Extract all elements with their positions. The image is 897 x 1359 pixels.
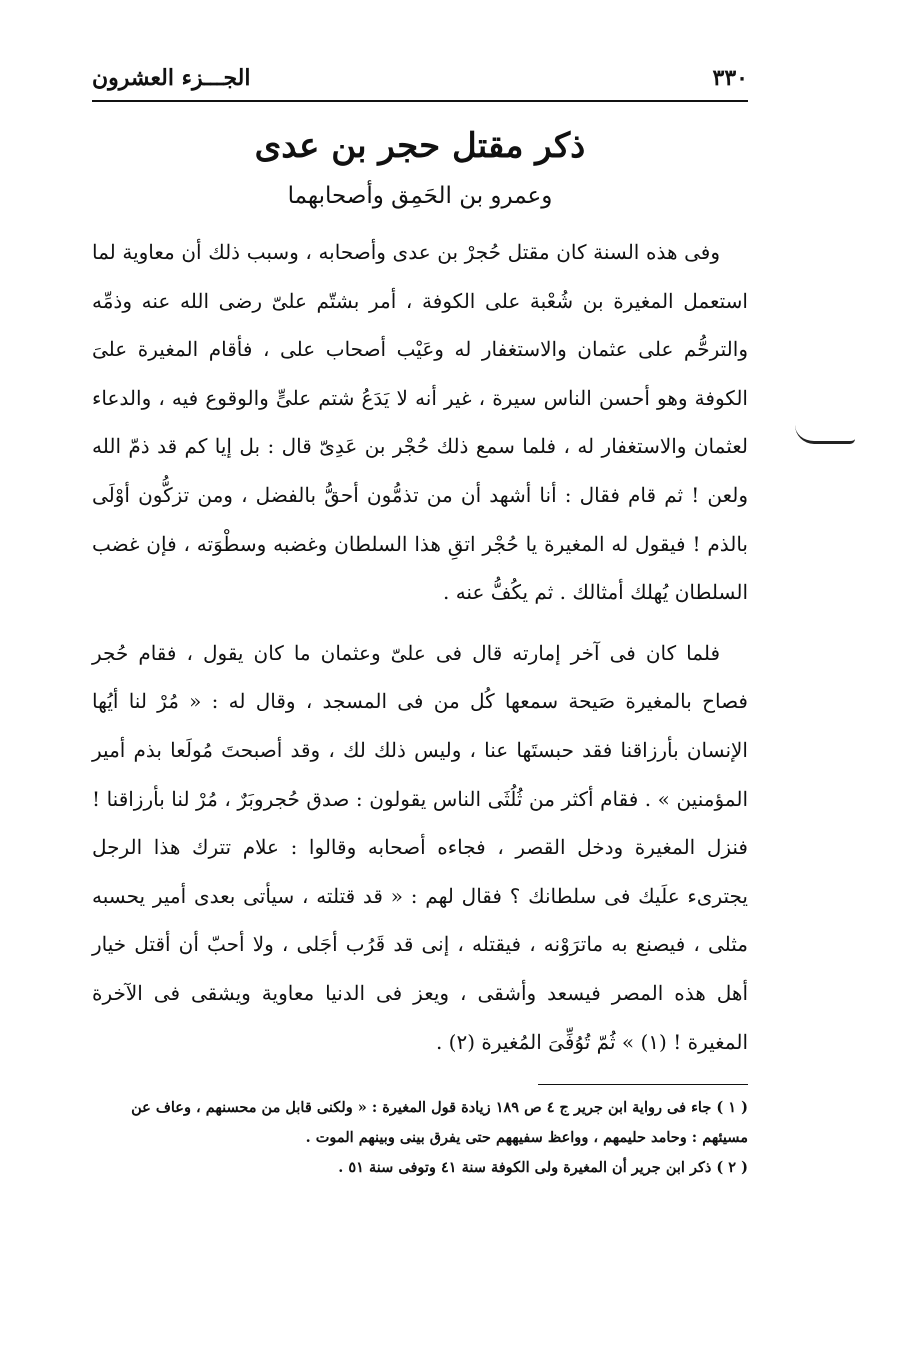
paragraph: وفى هذه السنة كان مقتل حُجرْ بن عدى وأصحابه ، وسبب ذلك أن معاوية لما استعمل المغيرة بن شُعْبة على الكوفة ، أمر بشتّم علىّ رضى الله عنه وذمِّه والترحُّم على عثمان والاستغفار له وعَيْب أصحاب على ، فأقام المغيرة علىَ الكوفة وهو أحسن الناس سيرة ، غير أنه لا يَدَعُ شتم علىٍّ والوقوع فيه ، والدعاء لعثمان والاستغفار له ، فلما سمع ذلك حُجْر بن عَدِىّ قال : بل إيا كم قد ذمّ الله ولعن ! ثم قام فقال : أنا أشهد أن من تذمُّون أحقُّ بالفضل ، ومن تزكُّون أوْلَى بالذم ! فيقول له المغيرة يا حُجْر اتقِ هذا السلطان وغضبه وسطْوَته ، فإن غضب السلطان يُهلك أمثالك . ثم يكُفُّ عنه . [92, 240, 748, 605]
footnote: ( ١ ) جاء فى رواية ابن جرير ج ٤ ص ١٨٩ زيادة قول المغيرة : « ولكنى قابل من محسنهم ، وعاف عن مسيئهم : وحامد حليمهم ، وواعظ سفيههم حتى يفرق بينى وبينهم الموت . [131, 1099, 748, 1147]
margin-ink-mark [795, 425, 855, 444]
page [92, 60, 748, 1183]
footnote-rule [538, 1084, 748, 1085]
header-rule [92, 100, 748, 102]
chapter-subtitle: وعمرو بن الحَمِق وأصحابهما [287, 183, 553, 209]
paragraph: فلما كان فى آخر إمارته قال فى علىّ وعثمان ما كان يقول ، فقام حُجر فصاح بالمغيرة صَيحة سمعها كُل من فى المسجد ، وقال له : « مُرْ لنا أيُها الإنسان بأرزاقنا فقد حبستَها عنا ، وليس ذلك لك ، وقد أصبحتَ مُولَعا بذم أمير المؤمنين » . فقام أكثر من ثُلُثَى الناس يقولون : صدق حُجروبَرٌ ، مُرْ لنا بأرزاقنا ! فنزل المغيرة ودخل القصر ، فجاءه أصحابه وقالوا : علام تترك هذا الرجل يجترىء علَيك فى سلطانك ؟ فقال لهم : « قد قتلته ، سيأتى بعدى أمير يحسبه مثلى ، فيصنع به ماترَوْنه ، فيقتله ، إنى قد قَرُب أجَلى ، ولا أحبّ أن أقتل خيار أهل هذه المصر فيسعد وأشقى ، ويعز فى الدنيا معاوية ويشقى فى الآخرة المغيرة ! (١) » ثُمّ تُوُفِّىَ المُغيرة (٢) . [92, 640, 748, 1054]
footnote: ( ٢ ) ذكر ابن جرير أن المغيرة ولى الكوفة سنة ٤١ وتوفى سنة ٥١ . [338, 1159, 748, 1177]
footnotes [92, 1093, 748, 1183]
page-header [92, 60, 748, 96]
chapter-title: ذكر مقتل حجر بن عدى [254, 126, 586, 166]
running-title: الجـــزء العشرون [92, 65, 251, 91]
body-text [92, 228, 748, 1066]
page-number: ٣٣٠ [712, 65, 748, 91]
